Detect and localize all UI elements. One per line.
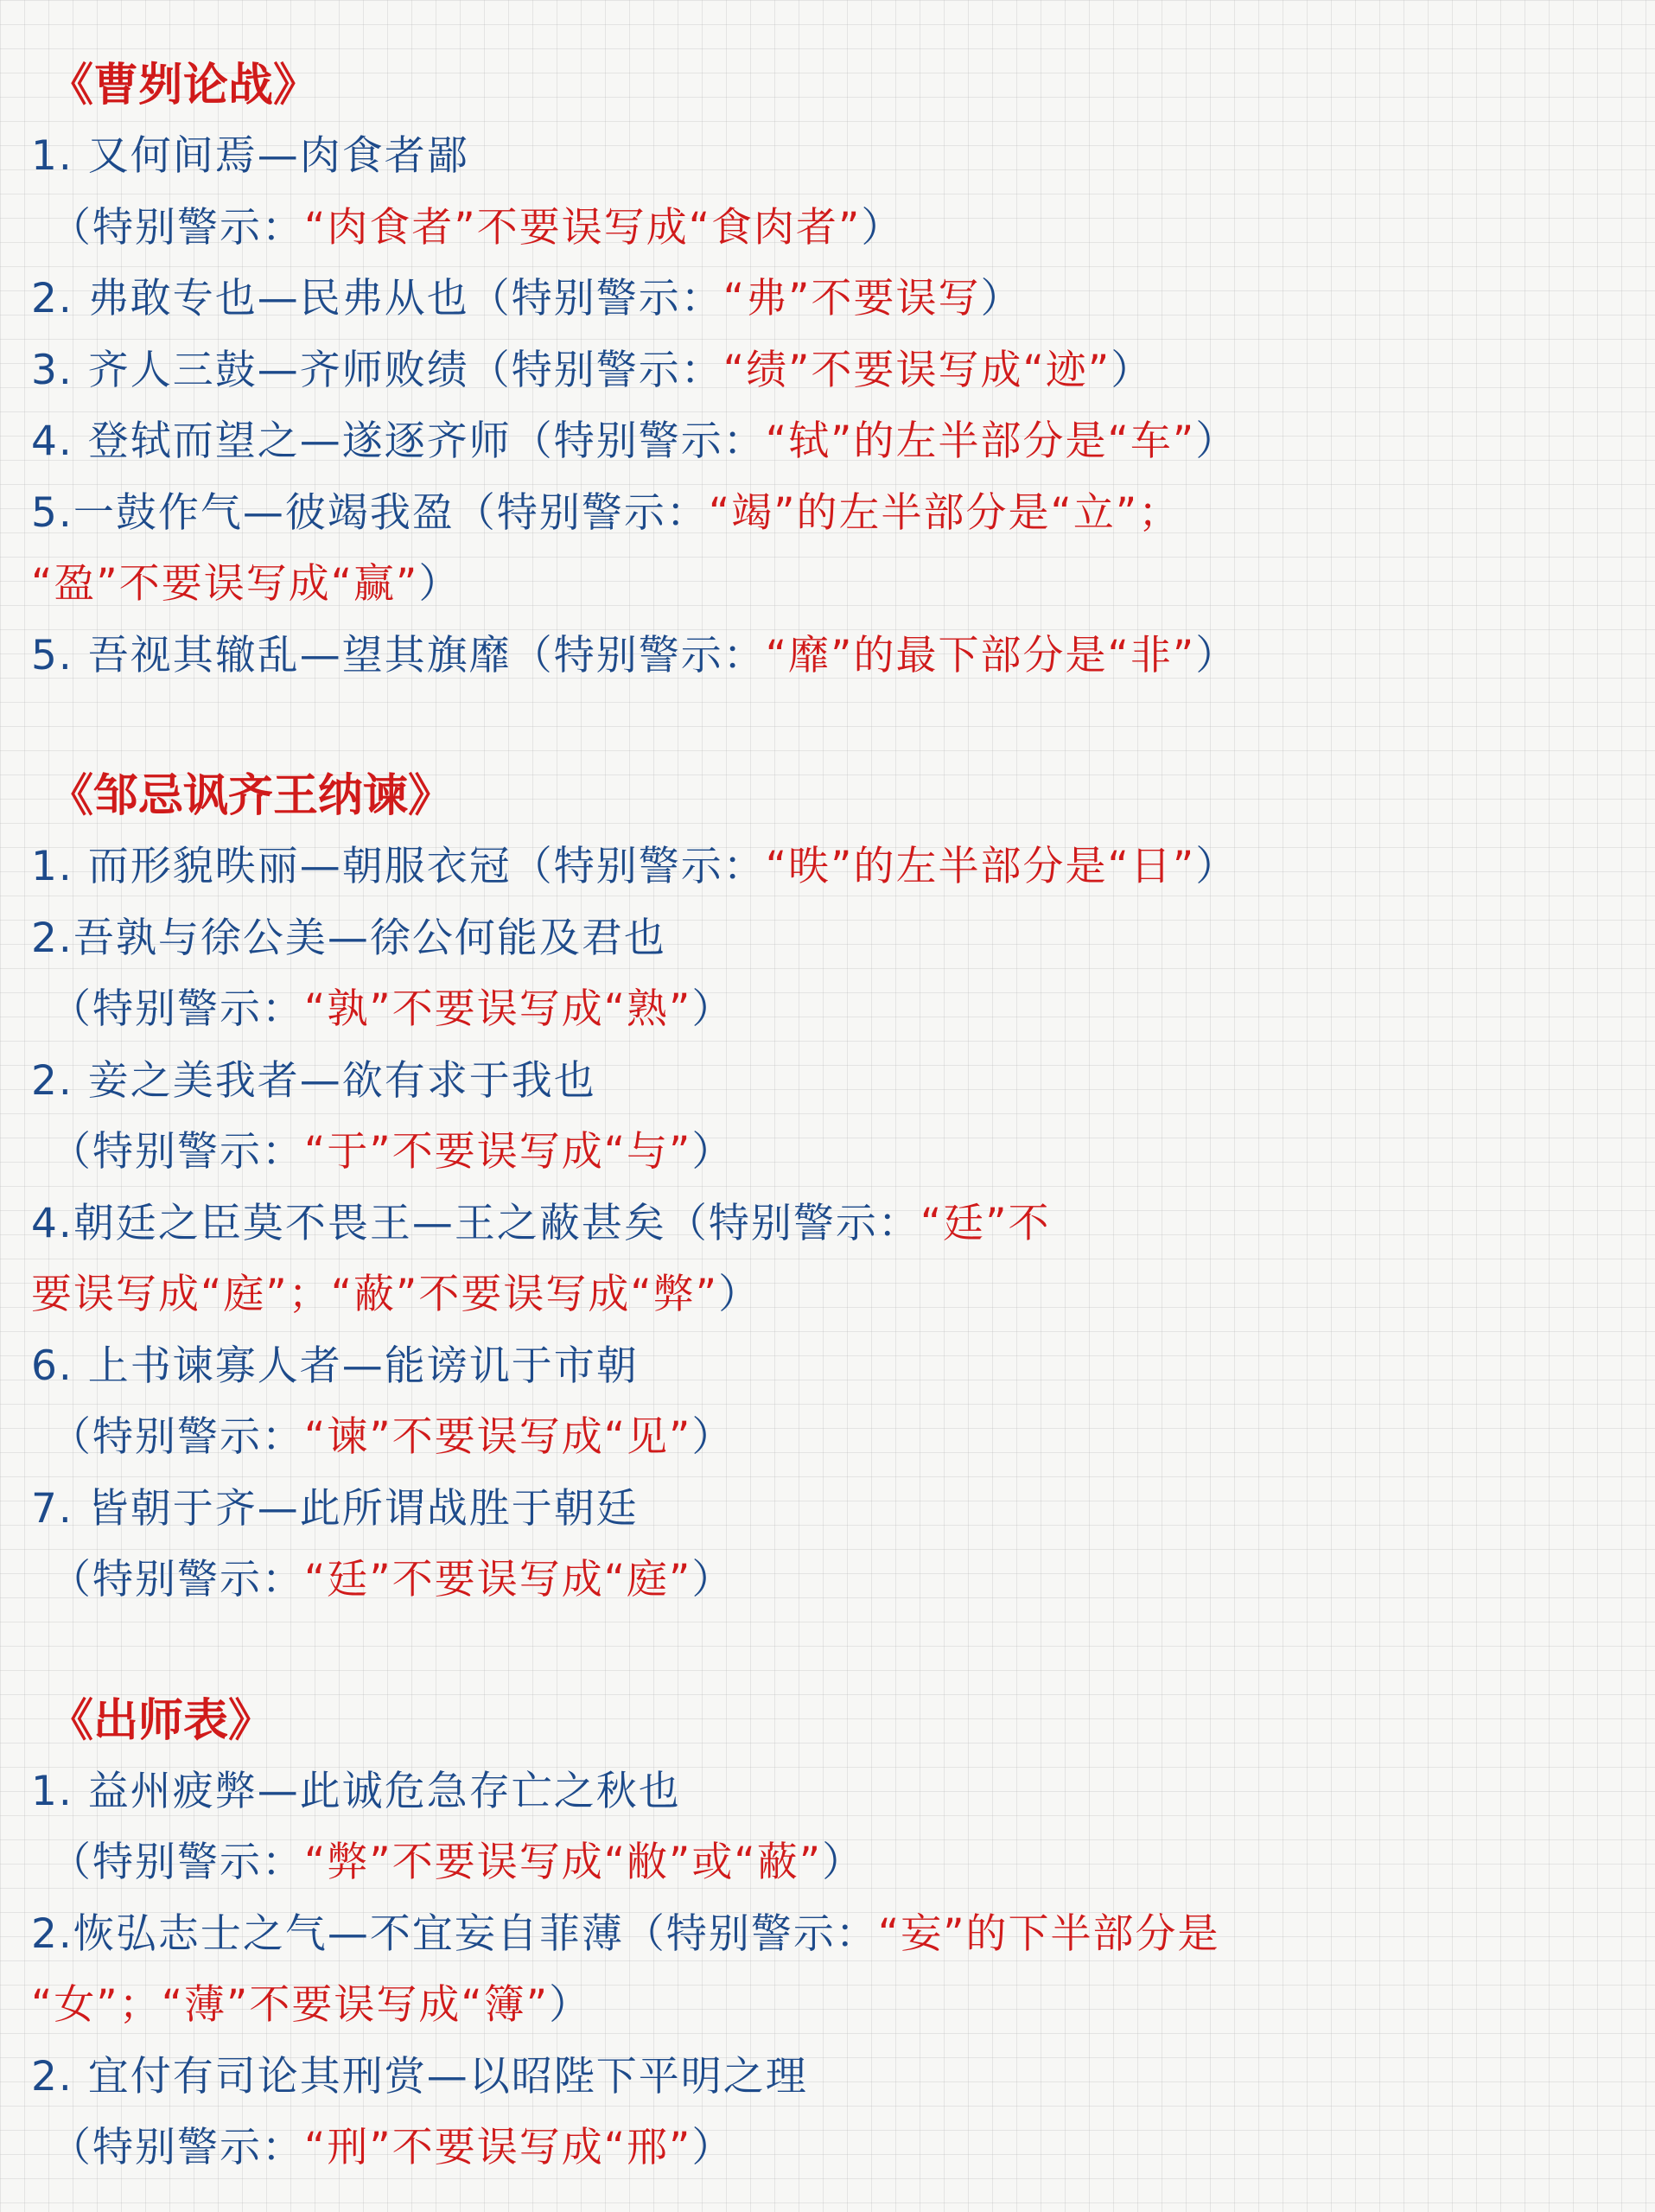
warning-text: “孰”不要误写成“熟”	[304, 985, 692, 1033]
note-line	[31, 1189, 1630, 1260]
line-text: 1. 而形貌昳丽—朝服衣冠（特别警示：	[31, 843, 766, 890]
line-text: 2. 弗敢专也—民弗从也（特别警示：	[31, 275, 723, 322]
warning-label: （特别警示：	[50, 203, 304, 252]
line-text: 4. 登轼而望之—遂逐齐师（特别警示：	[31, 418, 766, 465]
line-text: 4.朝廷之臣莫不畏王—王之蔽甚矣（特别警示：	[31, 1199, 920, 1247]
close-paren: ）	[861, 203, 904, 252]
note-line	[31, 193, 1630, 265]
section-gap	[31, 692, 1630, 761]
warning-text: “廷”不要误写成“庭”	[304, 1556, 692, 1603]
section-title: 《邹忌讽齐王纳谏》	[48, 770, 454, 822]
warning-text: “于”不要误写成“与”	[304, 1128, 692, 1176]
warning-text: “谏”不要误写成“见”	[304, 1413, 692, 1461]
warning-text: “绩”不要误写成“迹”	[722, 346, 1111, 394]
notes-page	[31, 50, 1630, 2184]
note-line	[31, 1474, 1630, 1546]
note-line	[31, 335, 1630, 407]
warning-text: “轼”的左半部分是“车”	[765, 418, 1196, 465]
warning-label: （特别警示：	[50, 1839, 304, 1886]
warning-label: （特别警示：	[50, 985, 304, 1033]
warning-text: “廷”不	[920, 1199, 1051, 1247]
close-paren: ）	[418, 560, 461, 608]
line-text: 2. 宜付有司论其刑赏—以昭陛下平明之理	[31, 2052, 808, 2100]
note-line	[31, 1827, 1630, 1899]
warning-text: “肉食者”不要误写成“食肉者”	[304, 203, 862, 252]
line-text: 5. 吾视其辙乱—望其旗靡（特别警示：	[31, 631, 766, 679]
note-line	[31, 1899, 1630, 1971]
line-text: 2.吾孰与徐公美—徐公何能及君也	[31, 914, 666, 962]
warning-text: “刑”不要误写成“邢”	[304, 2124, 692, 2171]
warning-text: “妄”的下半部分是	[877, 1909, 1220, 1958]
note-line	[31, 903, 1630, 975]
note-line	[31, 1756, 1630, 1828]
line-text: 6. 上书谏寡人者—能谤讥于市朝	[31, 1342, 639, 1390]
line-text: 7. 皆朝于齐—此所谓战胜于朝廷	[31, 1484, 639, 1533]
warning-text: “靡”的最下部分是“非”	[765, 631, 1196, 679]
warning-text: “盈”不要误写成“赢”	[31, 560, 419, 608]
warning-text: 要误写成“庭”；“蔽”不要误写成“弊”	[31, 1271, 719, 1318]
close-paren: ）	[691, 2124, 735, 2171]
note-line	[31, 2113, 1630, 2184]
close-paren: ）	[1111, 346, 1154, 394]
note-line	[31, 621, 1630, 692]
warning-label: （特别警示：	[50, 1556, 304, 1603]
section-cao-gui-lun-zhan	[31, 50, 1630, 692]
line-text: 1. 又何间焉—肉食者鄙	[31, 132, 469, 180]
warning-text: “竭”的左半部分是“立”；	[708, 488, 1181, 537]
section-title: 《出师表》	[48, 1694, 274, 1747]
close-paren: ）	[691, 1413, 735, 1461]
note-line	[31, 2042, 1630, 2113]
close-paren: ）	[822, 1839, 865, 1886]
warning-text: “昳”的左半部分是“日”	[765, 843, 1196, 890]
warning-label: （特别警示：	[50, 1413, 304, 1461]
note-line	[31, 1117, 1630, 1189]
warning-text: “女”；“薄”不要误写成“簿”	[31, 1981, 550, 2029]
line-text: 5.一鼓作气—彼竭我盈（特别警示：	[31, 488, 709, 537]
section-title: 《曹刿论战》	[48, 60, 319, 112]
close-paren: ）	[691, 1556, 735, 1603]
close-paren: ）	[980, 275, 1023, 322]
warning-text: “弊”不要误写成“敝”或“蔽”	[304, 1839, 823, 1886]
note-line	[31, 264, 1630, 335]
note-line	[31, 1970, 1630, 2042]
section-zou-ji	[31, 761, 1630, 1616]
note-line	[31, 478, 1630, 550]
close-paren: ）	[1195, 418, 1238, 465]
note-line	[31, 121, 1630, 193]
note-line	[31, 974, 1630, 1046]
section-chu-shi-biao	[31, 1686, 1630, 2184]
close-paren: ）	[691, 1128, 735, 1176]
warning-text: “弗”不要误写	[722, 275, 981, 322]
note-line	[31, 1259, 1630, 1331]
line-text: 2. 妾之美我者—欲有求于我也	[31, 1056, 596, 1105]
close-paren: ）	[549, 1981, 592, 2029]
line-text: 3. 齐人三鼓—齐师败绩（特别警示：	[31, 346, 723, 394]
warning-label: （特别警示：	[50, 1128, 304, 1176]
note-line	[31, 1331, 1630, 1403]
note-line	[31, 549, 1630, 621]
line-text: 1. 益州疲弊—此诚危急存亡之秋也	[31, 1767, 681, 1815]
note-line	[31, 1046, 1630, 1118]
note-line	[31, 1402, 1630, 1474]
close-paren: ）	[1195, 631, 1238, 679]
close-paren: ）	[1195, 843, 1238, 890]
close-paren: ）	[691, 985, 735, 1033]
warning-label: （特别警示：	[50, 2124, 304, 2171]
line-text: 2.恢弘志士之气—不宜妄自菲薄（特别警示：	[31, 1909, 878, 1958]
note-line	[31, 406, 1630, 478]
note-line	[31, 832, 1630, 903]
close-paren: ）	[718, 1271, 761, 1318]
note-line	[31, 1545, 1630, 1616]
section-gap	[31, 1616, 1630, 1686]
